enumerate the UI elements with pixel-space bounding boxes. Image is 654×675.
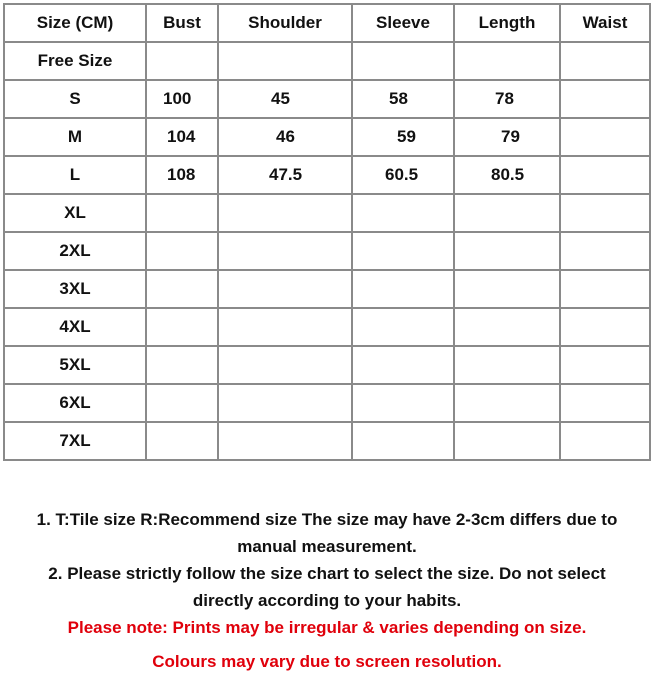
- sleeve-cell: 59: [352, 118, 454, 156]
- bust-cell: [146, 232, 218, 270]
- bust-cell: [146, 308, 218, 346]
- header-bust: Bust: [146, 4, 218, 42]
- length-cell: 79: [454, 118, 560, 156]
- sleeve-cell: [352, 270, 454, 308]
- waist-cell: [560, 346, 650, 384]
- bust-cell: 108: [146, 156, 218, 194]
- length-cell: [454, 270, 560, 308]
- shoulder-cell: [218, 42, 352, 80]
- waist-cell: [560, 232, 650, 270]
- waist-cell: [560, 42, 650, 80]
- bust-cell: [146, 384, 218, 422]
- size-cell: 2XL: [4, 232, 146, 270]
- note-line-4: directly according to your habits.: [192, 591, 462, 610]
- shoulder-cell: [218, 384, 352, 422]
- table-row: [4, 384, 650, 422]
- size-cell: Free Size: [4, 42, 146, 80]
- shoulder-cell: [218, 194, 352, 232]
- table-row: [4, 194, 650, 232]
- table-row: [4, 346, 650, 384]
- sleeve-cell: [352, 384, 454, 422]
- size-cell: 5XL: [4, 346, 146, 384]
- header-length: Length: [454, 4, 560, 42]
- shoulder-cell: [218, 346, 352, 384]
- shoulder-cell: [218, 232, 352, 270]
- bust-cell: 100: [146, 80, 218, 118]
- header-shoulder: Shoulder: [218, 4, 352, 42]
- note-line-3: 2. Please strictly follow the size chart to select the size. Do not select: [48, 564, 606, 583]
- table-row: [4, 118, 650, 156]
- length-cell: [454, 346, 560, 384]
- size-cell: M: [4, 118, 146, 156]
- size-cell: 7XL: [4, 422, 146, 460]
- size-cell: L: [4, 156, 146, 194]
- length-cell: [454, 308, 560, 346]
- sleeve-cell: [352, 346, 454, 384]
- size-cell: 3XL: [4, 270, 146, 308]
- shoulder-cell: [218, 270, 352, 308]
- bust-cell: [146, 346, 218, 384]
- waist-cell: [560, 194, 650, 232]
- waist-cell: [560, 384, 650, 422]
- header-waist: Waist: [560, 4, 650, 42]
- size-cell: S: [4, 80, 146, 118]
- size-cell: 6XL: [4, 384, 146, 422]
- size-notes: [0, 506, 654, 675]
- sleeve-cell: [352, 194, 454, 232]
- waist-cell: [560, 422, 650, 460]
- table-header-row: [4, 4, 650, 42]
- length-cell: [454, 232, 560, 270]
- shoulder-cell: 45: [218, 80, 352, 118]
- print-warning: Please note: Prints may be irregular & varies depending on size.: [67, 618, 587, 637]
- bust-cell: [146, 270, 218, 308]
- note-line-1: 1. T:Tile size R:Recommend size The size may have 2-3cm differs due to: [36, 510, 618, 529]
- table-row: [4, 80, 650, 118]
- length-cell: [454, 422, 560, 460]
- colour-warning: Colours may vary due to screen resolution.: [152, 652, 502, 671]
- note-line-2: manual measurement.: [237, 537, 417, 556]
- waist-cell: [560, 156, 650, 194]
- sleeve-cell: [352, 42, 454, 80]
- bust-cell: 104: [146, 118, 218, 156]
- length-cell: [454, 194, 560, 232]
- sleeve-cell: 58: [352, 80, 454, 118]
- shoulder-cell: [218, 422, 352, 460]
- header-size: Size (CM): [4, 4, 146, 42]
- table-row: [4, 156, 650, 194]
- shoulder-cell: [218, 308, 352, 346]
- bust-cell: [146, 422, 218, 460]
- waist-cell: [560, 270, 650, 308]
- length-cell: 80.5: [454, 156, 560, 194]
- sleeve-cell: [352, 232, 454, 270]
- bust-cell: [146, 42, 218, 80]
- waist-cell: [560, 80, 650, 118]
- length-cell: 78: [454, 80, 560, 118]
- size-chart-table: [3, 3, 651, 461]
- size-cell: XL: [4, 194, 146, 232]
- sleeve-cell: 60.5: [352, 156, 454, 194]
- table-row: [4, 270, 650, 308]
- table-row: [4, 232, 650, 270]
- shoulder-cell: 47.5: [218, 156, 352, 194]
- header-sleeve: Sleeve: [352, 4, 454, 42]
- size-cell: 4XL: [4, 308, 146, 346]
- length-cell: [454, 384, 560, 422]
- sleeve-cell: [352, 308, 454, 346]
- waist-cell: [560, 118, 650, 156]
- table-row: [4, 308, 650, 346]
- sleeve-cell: [352, 422, 454, 460]
- waist-cell: [560, 308, 650, 346]
- bust-cell: [146, 194, 218, 232]
- shoulder-cell: 46: [218, 118, 352, 156]
- length-cell: [454, 42, 560, 80]
- table-row: [4, 422, 650, 460]
- table-row: [4, 42, 650, 80]
